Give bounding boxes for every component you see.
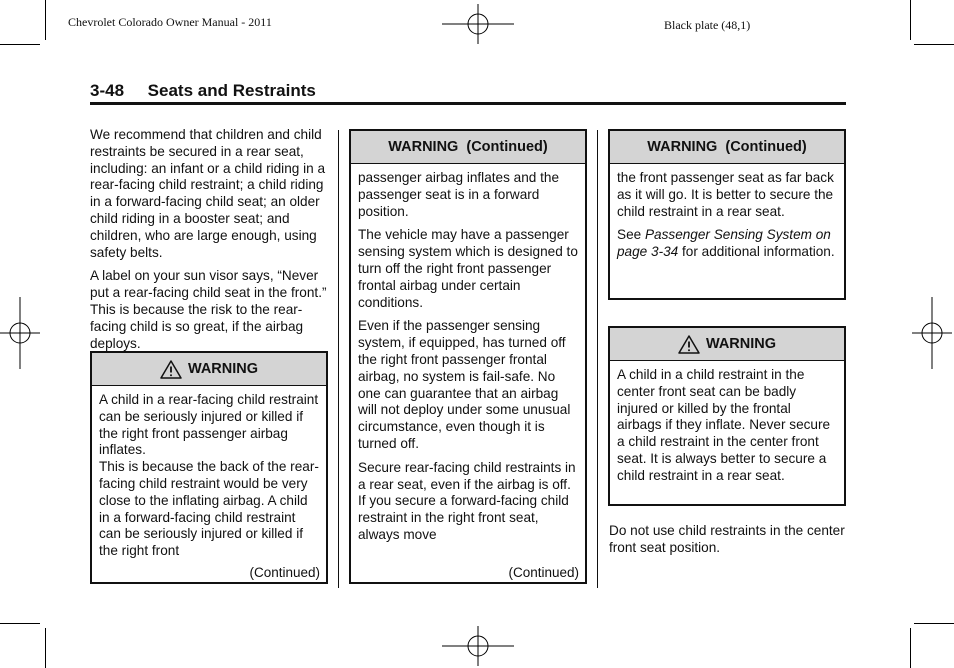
plate-label: Black plate (48,1) [664, 18, 751, 32]
warning-title: WARNING (Continued) [388, 139, 548, 155]
warning-header [92, 353, 326, 386]
warning-header [610, 328, 844, 361]
heading-rule [90, 102, 846, 105]
warning-header [610, 131, 844, 164]
warning-title: WARNING [187, 361, 259, 377]
warning-triangle-icon [678, 335, 700, 354]
warning-body [610, 361, 844, 485]
warning-text: passenger airbag inflates and the passenger seat is in a forward position. [358, 170, 560, 219]
cross-reference: See Passenger Sensing System on page 3-34 for additional information. [617, 227, 835, 260]
section-heading [90, 81, 316, 101]
section-title: Seats and Restraints [147, 81, 316, 100]
column-1-text [90, 127, 330, 359]
warning-text: A child in a rear-facing child restraint can be seriously injured or killed if the right front passenger airbag inflates. [99, 392, 319, 458]
warning-continued-box [349, 129, 587, 584]
reference-link[interactable]: Passenger Sensing System on page 3-34 [617, 227, 831, 260]
column-divider-1 [338, 130, 339, 588]
continued-label: (Continued) [508, 565, 579, 580]
registration-mark-right [912, 297, 952, 369]
warning-body [610, 164, 844, 261]
continued-label: (Continued) [249, 565, 320, 580]
warning-header [351, 131, 585, 164]
warning-body [351, 164, 585, 544]
warning-text: A child in a child restraint in the center front seat can be badly injured or killed by the frontal airbags if they inflate. Never secure a child restraint in the center front seat. It is always better to secure a child restraint in a rear seat. [617, 367, 831, 483]
warning-text: This is because the back of the rear-facing child restraint would be very close to the inflating airbag. A child in a forward-facing child restraint can be seriously injured or killed if the right front [99, 459, 319, 559]
warning-title: WARNING (Continued) [647, 139, 807, 155]
registration-mark-left [0, 297, 40, 369]
warning-box [90, 351, 328, 584]
paragraph: We recommend that children and child restraints be secured in a rear seat, including: an infant or a child riding in a rear-facing child restraint; a child riding in a forward-facing child seat; an older child riding in a booster seat; and children, who are large enough, using safety belts. [90, 127, 326, 260]
page-number: 3-48 [90, 81, 125, 100]
paragraph: Do not use child restraints in the center front seat position. [609, 523, 845, 555]
column-3-text [609, 523, 845, 564]
warning-text: The vehicle may have a passenger sensing system which is designed to turn off the right front passenger frontal airbag under certain conditions. [358, 227, 578, 310]
warning-text: Even if the passenger sensing system, if equipped, has turned off the right front passenger frontal airbag, no system is fail-safe. No one can guarantee that an airbag will not deploy under some unusual circumstance, even though it is turned off. [358, 318, 571, 451]
paragraph: A label on your sun visor says, “Never put a rear-facing child seat in the front.” This is because the risk to the rear-facing child is so great, if the airbag deploys. [90, 268, 327, 351]
warning-box [608, 326, 846, 506]
warning-triangle-icon [160, 360, 182, 379]
warning-title: WARNING [705, 336, 777, 352]
registration-mark-bottom [442, 626, 514, 666]
manual-title: Chevrolet Colorado Owner Manual - 2011 [68, 15, 272, 29]
warning-text: Secure rear-facing child restraints in a rear seat, even if the airbag is off. If you secure a forward-facing child restraint in the right front seat, always move [358, 459, 576, 542]
warning-text: the front passenger seat as far back as it will go. It is better to secure the child restraint in a rear seat. [617, 170, 834, 219]
registration-mark-top [442, 4, 514, 44]
column-divider-2 [597, 130, 598, 588]
warning-body [92, 386, 326, 560]
warning-continued-box [608, 129, 846, 300]
